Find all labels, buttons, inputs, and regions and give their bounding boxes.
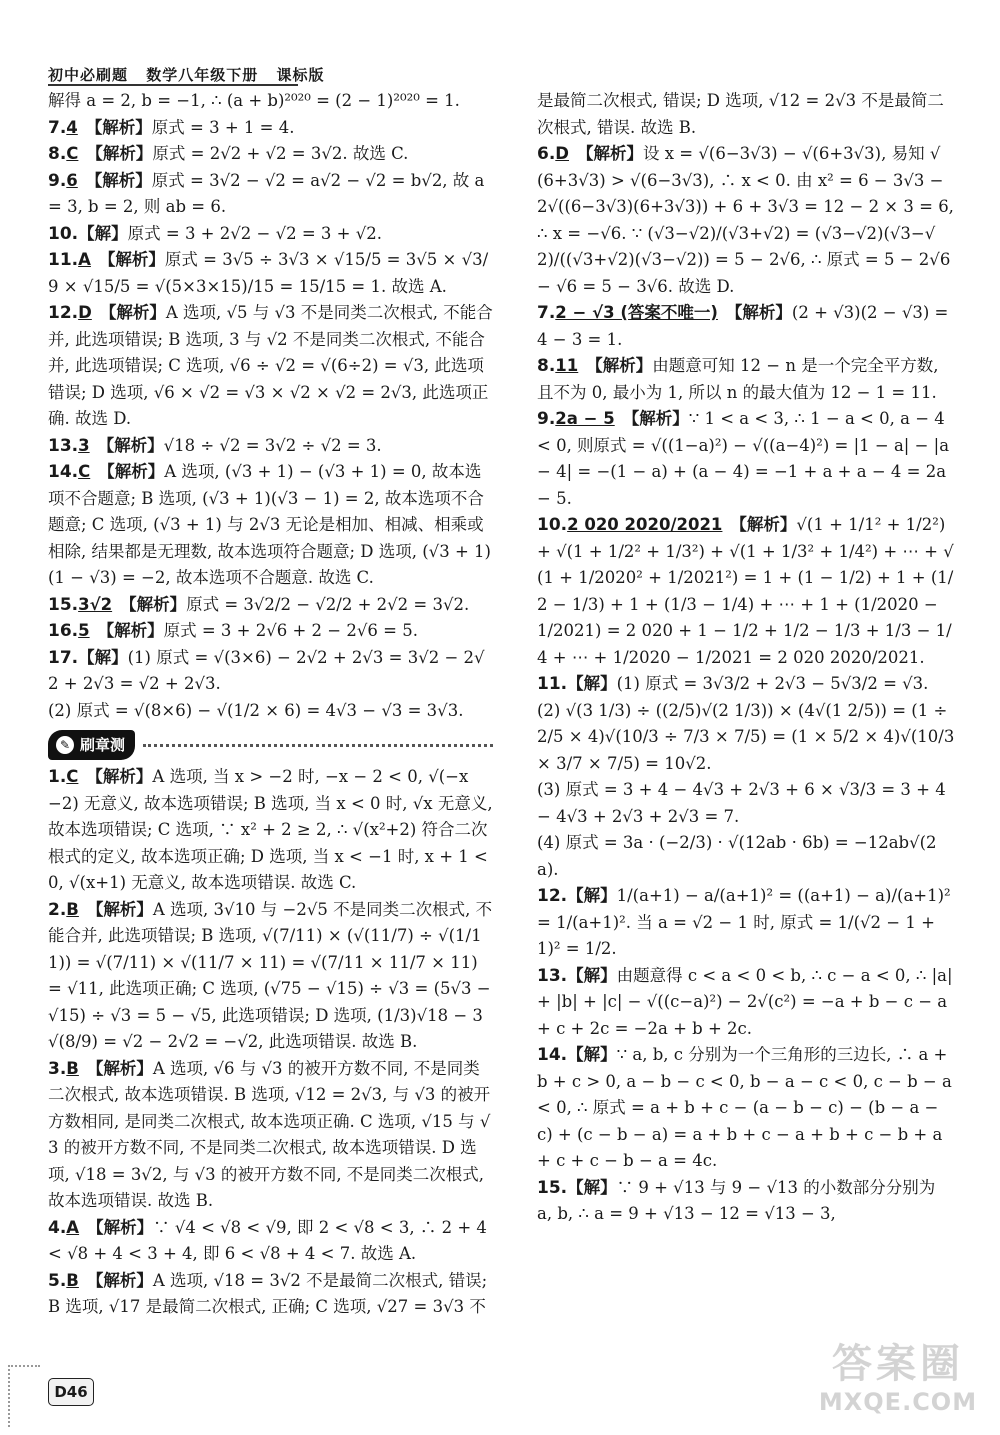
header-series: 初中必刷题 — [48, 66, 129, 84]
answer-item — [48, 115, 493, 142]
item-number: 9. — [537, 409, 556, 429]
item-number: 8. — [537, 356, 556, 376]
item-number: 11. — [48, 250, 79, 270]
answer-item — [537, 1042, 955, 1175]
item-text: 原式 = 3 + 2√2 − √2 = 3 + √2. — [127, 223, 382, 243]
answer-item — [537, 353, 955, 406]
item-answer: B — [66, 899, 79, 919]
answer-item — [48, 897, 493, 1056]
item-answer: 6 — [66, 170, 78, 190]
item-tag: 【解析】 — [86, 1270, 153, 1290]
page-number: D46 — [48, 1378, 94, 1406]
corner-decoration — [8, 1365, 40, 1427]
item-tag: 【解析】 — [577, 144, 643, 163]
item-answer: 5 — [78, 621, 90, 640]
item-text: 原式 = 3 + 1 = 4. — [151, 117, 295, 137]
page-header — [48, 64, 337, 85]
item-tag: 【解析】 — [86, 899, 153, 919]
item-number: 14. — [537, 1045, 568, 1065]
item-tag: 【解析】 — [97, 435, 164, 455]
item-text: 由题意可知 12 − n 是一个完全平方数, 且不为 0, 最小为 1, 所以 n 的最大值为 12 − 1 = 11. — [537, 356, 939, 402]
left-column — [48, 88, 493, 1321]
answer-item — [537, 406, 955, 512]
item-answer: 3 — [78, 435, 90, 455]
item-number: 5. — [48, 1270, 67, 1291]
item-tag: 【解】 — [78, 223, 128, 243]
item-text: 原式 = 3√2/2 − √2/2 + 2√2 = 3√2. — [186, 594, 470, 614]
item-text: 是最简二次根式, 错误; D 选项, √12 = 2√3 不是最简二次根式, 错误. 故选 B. — [537, 91, 944, 137]
item-number: 14. — [48, 462, 79, 482]
answer-item — [48, 247, 493, 300]
answer-item — [537, 512, 955, 671]
answer-item — [48, 618, 493, 645]
section-badge — [48, 730, 135, 761]
item-answer: 2 020 2020/2021 — [567, 515, 723, 534]
item-tag: 【解】 — [567, 886, 617, 905]
item-number: 10. — [537, 515, 568, 535]
header-rule — [48, 84, 298, 86]
item-answer: D — [555, 144, 569, 163]
item-text: 解得 a = 2, b = −1, ∴ (a + b)²⁰²⁰ = (2 − 1)²⁰²⁰ = 1. — [48, 91, 460, 110]
item-tag: 【解析】 — [97, 621, 164, 640]
section-title: 刷章测 — [80, 735, 126, 754]
item-tag: 【解】 — [78, 647, 128, 667]
answer-item — [48, 698, 493, 725]
answer-item — [48, 764, 493, 897]
answer-list — [48, 764, 493, 1321]
pen-icon: ✎ — [56, 736, 74, 754]
item-text: √18 ÷ √2 = 3√2 ÷ √2 = 3. — [163, 435, 382, 455]
answer-item — [537, 88, 955, 141]
item-answer: B — [66, 1058, 79, 1078]
item-number: 8. — [48, 144, 67, 164]
item-text: A 选项, √6 与 √3 的被开方数不同, 不是同类二次根式, 故本选项错误. B 选项, √12 = 2√3, 与 √3 的被开方数相同, 是同类二次根式, 故本选项正确. C 选项, √15 与 √3 的被开方数不同, 不是同类二次根式, 故本选项错误. D 选项, √18 = 3√2, 与 √3 的被开方数不同, 不是同类二次根式, 故本选项错误. 故选 B. — [48, 1058, 491, 1210]
answer-item — [48, 221, 493, 248]
item-text: (2 + √3)(2 − √3) = 4 − 3 = 1. — [537, 303, 949, 349]
item-text: 原式 = 2√2 + √2 = 3√2. 故选 C. — [152, 144, 409, 163]
watermark-line2: MXQE.COM — [818, 1388, 978, 1416]
item-tag: 【解析】 — [730, 515, 797, 534]
header-subject: 数学八年级下册 — [146, 66, 259, 84]
answer-item — [537, 883, 955, 963]
item-tag: 【解】 — [567, 1045, 617, 1064]
answer-item — [48, 1268, 493, 1321]
item-tag: 【解析】 — [85, 117, 152, 137]
answer-item — [48, 168, 493, 221]
item-tag: 【解析】 — [99, 303, 166, 322]
item-tag: 【解析】 — [86, 144, 153, 163]
item-text: ∵ √4 < √8 < √9, 即 2 < √8 < 3, ∴ 2 + 4 < √8 + 4 < 3 + 4, 即 6 < √8 + 4 < 7. 故选 A. — [48, 1217, 487, 1263]
answer-item — [537, 777, 955, 830]
item-text: ∵ 9 + √13 与 9 − √13 的小数部分分别为 a, b, ∴ a = 9 + √13 − 12 = √13 − 3, — [537, 1177, 936, 1223]
answer-list — [537, 88, 955, 1228]
item-text: 1/(a+1) − a/(a+1)² = ((a+1) − a)/(a+1)² = 1/(a+1)². 当 a = √2 − 1 时, 原式 = 1/(√2 − 1 + 1)² = 1/2. — [537, 886, 951, 958]
item-text: 原式 = 3 + 2√6 + 2 − 2√6 = 5. — [163, 621, 418, 640]
item-text: 由题意得 c < a < 0 < b, ∴ c − a < 0, ∴ |a| + |b| + |c| − √((c−a)²) − 2√(c²) = −a + b − c − a + c + 2c = −2a + b + 2c. — [537, 965, 953, 1038]
answer-item — [48, 459, 493, 592]
item-answer: 11 — [555, 356, 579, 375]
answer-item — [48, 433, 493, 460]
item-answer: 4 — [66, 117, 78, 137]
right-column — [537, 88, 955, 1228]
item-number: 4. — [48, 1217, 67, 1238]
item-text: A 选项, 3√10 与 −2√5 不是同类二次根式, 不能合并, 此选项错误; B 选项, √(7/11) × (√(11/7) ÷ √(1/11)) = √(7/11) × √(11/7 × 11) = √(7/11 × 11/7 × 11) = √11, 此选项正确; C 选项, (√75 − √15) ÷ √3 = (5√3 − √15) ÷ √3 = 5 − √5, 此选项错误; D 选项, (1/3)√18 − 3√(8/9) = √2 − 2√2 = −√2, 此选项错误. 故选 B. — [48, 899, 493, 1051]
item-text: 原式 = 3√2 − √2 = a√2 − √2 = b√2, 故 a = 3, b = 2, 则 ab = 6. — [48, 170, 485, 216]
item-text: (4) 原式 = 3a · (−2/3) · √(12ab · 6b) = −12ab√(2a). — [537, 833, 937, 879]
item-number: 1. — [48, 767, 67, 787]
item-number: 12. — [48, 303, 79, 323]
item-text: (2) 原式 = √(8×6) − √(1/2 × 6) = 4√3 − √3 = 3√3. — [48, 700, 464, 720]
item-tag: 【解析】 — [87, 1217, 154, 1237]
item-tag: 【解析】 — [86, 767, 153, 786]
item-tag: 【解析】 — [85, 170, 152, 190]
item-text: A 选项, 当 x > −2 时, −x − 2 < 0, √(−x−2) 无意义, 故本选项错误; B 选项, 当 x < 0 时, √x 无意义, 故本选项错误; C 选项, ∵ x² + 2 ≥ 2, ∴ √(x²+2) 符合二次根式的定义, 故本选项正确; D 选项, 当 x < −1 时, x + 1 < 0, √(x+1) 无意义, 故本选项错误. 故选 C. — [48, 767, 493, 892]
section-header — [48, 730, 493, 760]
answer-item — [537, 963, 955, 1043]
item-text: (1) 原式 = 3√3/2 + 2√3 − 5√3/2 = √3. — [616, 674, 929, 693]
answer-item — [48, 141, 493, 168]
item-number: 13. — [48, 435, 79, 456]
item-number: 17. — [48, 647, 79, 668]
answer-item — [48, 88, 493, 115]
item-number: 9. — [48, 170, 67, 191]
item-number: 11. — [537, 674, 568, 694]
item-text: 设 x = √(6−3√3) − √(6+3√3), 易知 √(6+3√3) > √(6−3√3), ∴ x < 0. 由 x² = 6 − 3√3 − 2√((6−3√3)(6+3√3)) + 6 + 3√3 = 12 − 2 × 3 = 6, ∴ x = −√6. ∵ (√3−√2)/(√3+√2) = (√3−√2)(√3−√2)/((√3+√2)(√3−√2)) = 5 − 2√6, ∴ 原式 = 5 − 2√6 − √6 = 5 − 3√6. 故选 D. — [537, 144, 954, 296]
item-number: 6. — [537, 144, 556, 164]
answer-item — [537, 671, 955, 698]
item-text: A 选项, (√3 + 1) − (√3 + 1) = 0, 故本选项不合题意; B 选项, (√3 + 1)(√3 − 1) = 2, 故本选项不合题意; C 选项, (√3 + 1) 与 2√3 无论是相加、相减、相乘或相除, 结果都是无理数, 故本选项符合题意; D 选项, (√3 + 1)(1 − √3) = −2, 故本选项不合题意. 故选 C. — [48, 462, 491, 587]
section-divider — [143, 744, 493, 747]
answer-item — [537, 300, 955, 353]
item-answer: C — [66, 767, 79, 786]
item-text: ∵ a, b, c 分别为一个三角形的三边长, ∴ a + b + c > 0, a − b − c < 0, b − a − c < 0, c − b − a < 0, ∴ 原式 = a + b + c − (a − b − c) − (b − a − c) + (c − b − a) = a + b + c − a + b + c − b + a + c + c − b − a = 4c. — [537, 1045, 952, 1170]
item-tag: 【解析】 — [586, 356, 653, 375]
item-tag: 【解析】 — [98, 250, 165, 269]
item-text: √(1 + 1/1² + 1/2²) + √(1 + 1/2² + 1/3²) + √(1 + 1/3² + 1/4²) + ⋯ + √(1 + 1/2020² + 1/2021²) = 1 + (1 − 1/2) + 1 + (1/2 − 1/3) + 1 + (1/3 − 1/4) + ⋯ + 1 + (1/2020 − 1/2021) = 2 020 + 1 − 1/2 + 1/2 − 1/3 + 1/3 − 1/4 + ⋯ + 1/2020 − 1/2021 = 2 020 2020/2021. — [537, 515, 954, 667]
answer-item — [48, 1056, 493, 1215]
item-text: (2) √(3 1/3) ÷ ((2/5)√(2 1/3)) × (4√(1 2/5)) = (1 ÷ 2/5 × 4)√(10/3 ÷ 7/3 × 7/5) = (1 × 5/2 × 4)√(10/3 × 3/7 × 7/5) = 10√2. — [537, 700, 955, 773]
item-text: (1) 原式 = √(3×6) − 2√2 + 2√3 = 3√2 − 2√2 + 2√3 = √2 + 2√3. — [48, 647, 485, 693]
item-answer: D — [78, 303, 92, 322]
answer-item — [537, 830, 955, 883]
item-number: 2. — [48, 899, 67, 920]
item-number: 7. — [48, 117, 67, 138]
item-tag: 【解】 — [567, 674, 617, 693]
item-answer: 2 − √3 (答案不唯一) — [555, 303, 718, 322]
item-tag: 【解析】 — [98, 462, 165, 481]
answer-item — [48, 1215, 493, 1268]
item-text: A 选项, √18 = 3√2 不是最简二次根式, 错误; B 选项, √17 是最简二次根式, 正确; C 选项, √27 = 3√3 不 — [48, 1270, 488, 1316]
item-number: 10. — [48, 223, 79, 244]
item-tag: 【解】 — [567, 965, 617, 985]
item-number: 7. — [537, 303, 556, 323]
item-number: 12. — [537, 886, 568, 906]
item-tag: 【解析】 — [120, 594, 187, 614]
item-number: 16. — [48, 621, 79, 641]
item-number: 15. — [48, 594, 79, 615]
watermark-line1: 答案圈 — [832, 1341, 964, 1387]
item-answer: C — [78, 462, 91, 481]
answer-item — [48, 300, 493, 433]
item-answer: B — [66, 1270, 79, 1290]
item-tag: 【解析】 — [622, 409, 689, 428]
answer-item — [537, 1175, 955, 1228]
header-edition: 课标版 — [276, 66, 325, 84]
item-text: 原式 = 3√5 ÷ 3√3 × √15/5 = 3√5 × √3/9 × √15/5 = √(5×3×15)/15 = 15/15 = 1. 故选 A. — [48, 250, 489, 296]
item-tag: 【解析】 — [725, 303, 792, 322]
item-answer: C — [66, 144, 79, 163]
item-answer: A — [78, 250, 91, 269]
item-text: (3) 原式 = 3 + 4 − 4√3 + 2√3 + 6 × √3/3 = 3 + 4 − 4√3 + 2√3 + 2√3 = 7. — [537, 780, 946, 826]
item-number: 13. — [537, 965, 568, 986]
item-answer: 2a − 5 — [555, 409, 615, 428]
answer-item — [48, 592, 493, 619]
item-answer: 3√2 — [78, 594, 113, 614]
item-number: 3. — [48, 1058, 67, 1079]
item-text: A 选项, √5 与 √3 不是同类二次根式, 不能合并, 此选项错误; B 选项, 3 与 √2 不是同类二次根式, 不能合并, 此选项错误; C 选项, √6 ÷ √2 = √(6÷2) = √3, 此选项错误; D 选项, √6 × √2 = √3 × √2 × √2 = 2√3, 此选项正确. 故选 D. — [48, 303, 493, 428]
answer-item — [537, 141, 955, 300]
answer-item — [537, 698, 955, 778]
item-tag: 【解析】 — [86, 1058, 153, 1078]
item-answer: A — [66, 1217, 80, 1237]
item-tag: 【解】 — [567, 1177, 617, 1197]
item-text: ∵ 1 < a < 3, ∴ 1 − a < 0, a − 4 < 0, 则原式 = √((1−a)²) − √((a−4)²) = |1 − a| − |a − 4| = −(1 − a) + (a − 4) = −1 + a + a − 4 = 2a − 5. — [537, 409, 950, 508]
answer-item — [48, 645, 493, 698]
answer-list — [48, 88, 493, 724]
item-number: 15. — [537, 1177, 568, 1198]
watermark — [808, 1340, 988, 1430]
